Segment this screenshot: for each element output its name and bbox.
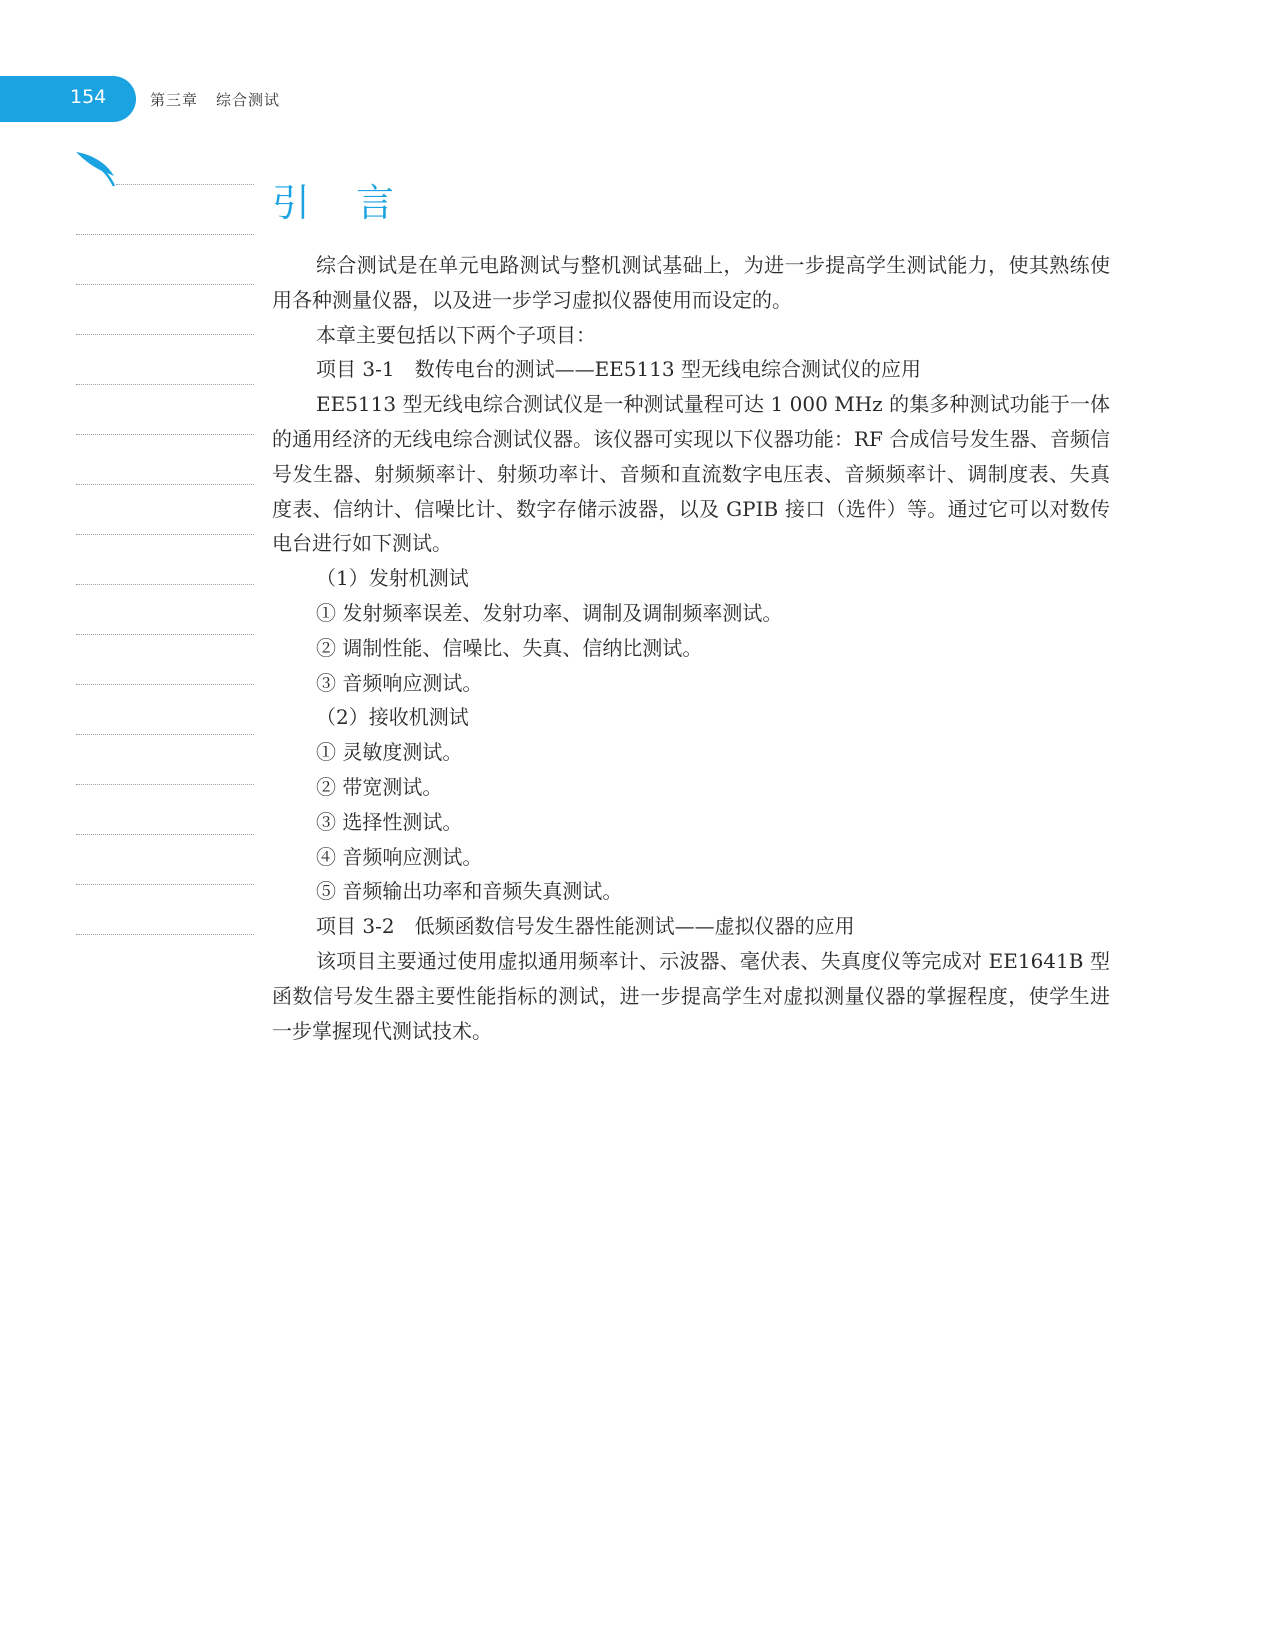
margin-rule bbox=[76, 684, 254, 685]
paragraph: 该项目主要通过使用虚拟通用频率计、示波器、毫伏表、失真度仪等完成对 EE1641B 型函数信号发生器主要性能指标的测试，进一步提高学生对虚拟测量仪器的掌握程度，使学生进一步掌握现代测试技术。 bbox=[272, 948, 1110, 1043]
margin-rule bbox=[76, 834, 254, 835]
list-item: ② 带宽测试。 bbox=[316, 774, 443, 799]
margin-rule bbox=[76, 884, 254, 885]
paragraph: 项目 3-2 低频函数信号发生器性能测试——虚拟仪器的应用 bbox=[316, 914, 855, 939]
list-item: （1）发射机测试 bbox=[316, 566, 469, 591]
list-item: ① 灵敏度测试。 bbox=[316, 740, 463, 765]
list-item: （2）接收机测试 bbox=[316, 705, 469, 730]
paragraph: 项目 3-1 数传电台的测试——EE5113 型无线电综合测试仪的应用 bbox=[316, 357, 922, 382]
list-item: ① 发射频率误差、发射功率、调制及调制频率测试。 bbox=[316, 600, 783, 625]
margin-rule bbox=[76, 784, 254, 785]
section-title: 引言 bbox=[272, 181, 441, 225]
chapter-title: 综合测试 bbox=[216, 91, 281, 109]
chapter-label bbox=[150, 89, 298, 110]
header-tab bbox=[0, 76, 136, 122]
margin-rule bbox=[76, 234, 254, 235]
paragraph: 本章主要包括以下两个子项目： bbox=[316, 322, 596, 347]
margin-rule bbox=[116, 184, 254, 185]
margin-rule bbox=[76, 634, 254, 635]
margin-rule bbox=[76, 734, 254, 735]
list-item: ⑤ 音频输出功率和音频失真测试。 bbox=[316, 879, 623, 904]
list-item: ③ 音频响应测试。 bbox=[316, 670, 483, 695]
margin-rule bbox=[76, 434, 254, 435]
paragraph: 综合测试是在单元电路测试与整机测试基础上，为进一步提高学生测试能力，使其熟练使用各种测量仪器，以及进一步学习虚拟仪器使用而设定的。 bbox=[272, 253, 1110, 312]
body-text bbox=[272, 248, 1110, 1048]
list-item: ④ 音频响应测试。 bbox=[316, 844, 483, 869]
page-number: 154 bbox=[70, 86, 107, 108]
margin-rule bbox=[76, 584, 254, 585]
margin-rule bbox=[76, 934, 254, 935]
chapter-number: 第三章 bbox=[150, 91, 199, 109]
margin-rule bbox=[76, 484, 254, 485]
list-item: ③ 选择性测试。 bbox=[316, 809, 463, 834]
margin-rule bbox=[76, 334, 254, 335]
list-item: ② 调制性能、信噪比、失真、信纳比测试。 bbox=[316, 635, 703, 660]
paragraph: EE5113 型无线电综合测试仪是一种测试量程可达 1 000 MHz 的集多种测试功能于一体的通用经济的无线电综合测试仪器。该仪器可实现以下仪器功能：RF 合成信号发生器、音频信号发生器、射频频率计、射频功率计、音频和直流数字电压表、音频频率计、调制度表、失真度表、信纳计、信噪比计、数字存储示波器，以及 GPIB 接口（选件）等。通过它可以对数传电台进行如下测试。 bbox=[272, 392, 1110, 556]
margin-rule bbox=[76, 534, 254, 535]
margin-rule bbox=[76, 384, 254, 385]
margin-rule bbox=[76, 284, 254, 285]
